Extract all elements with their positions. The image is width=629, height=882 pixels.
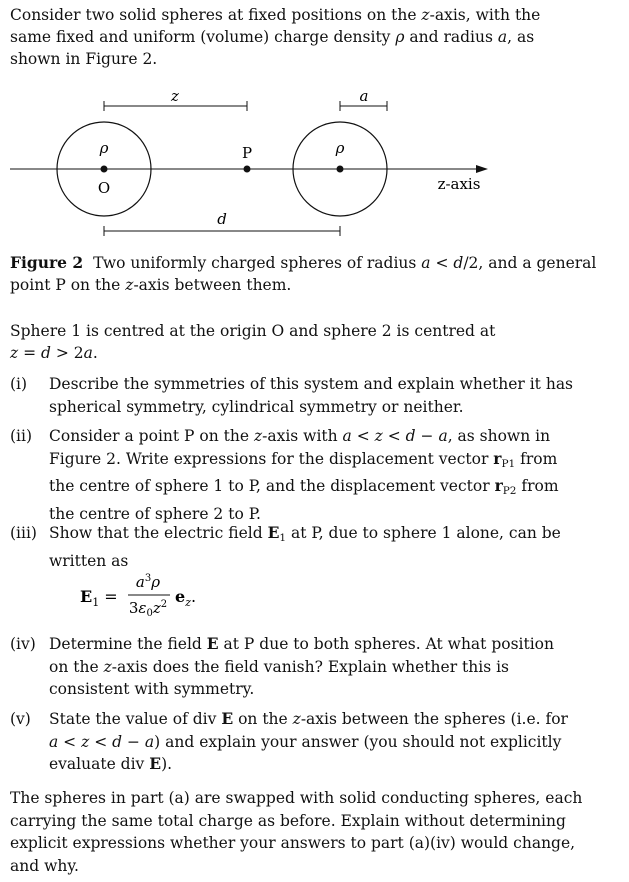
item-ii-line-4: the centre of sphere 2 to P.	[49, 504, 261, 523]
item-iv-line-3: consistent with symmetry.	[49, 680, 255, 698]
intro-line-1: Consider two solid spheres at fixed positions on the z-axis, with the	[10, 6, 541, 24]
z-axis-label: z-axis	[437, 175, 481, 193]
setup-paragraph	[10, 320, 622, 364]
caption-label: Figure 2	[10, 253, 84, 272]
item-ii-line-1: Consider a point P on the z-axis with a < z < d − a, as shown in	[49, 427, 551, 445]
intro-paragraph	[10, 4, 622, 70]
figure-2-diagram	[0, 80, 629, 250]
label-d: d	[217, 210, 227, 228]
z-axis-arrowhead	[476, 165, 488, 173]
origin-label: O	[97, 179, 111, 197]
closing-line-4: and why.	[10, 856, 79, 875]
item-i-line-1: Describe the symmetries of this system and explain whether it has	[49, 375, 574, 393]
closing-line-1: The spheres in part (a) are swapped with solid conducting spheres, each	[10, 789, 583, 807]
sphere-1-centre	[101, 166, 108, 173]
item-iii-line-2: written as	[49, 551, 129, 570]
point-p-label: P	[241, 144, 253, 162]
equation-rhs: $e_z$.	[175, 587, 197, 609]
label-z: z	[171, 87, 179, 105]
rho-1: ρ	[99, 139, 109, 157]
equation-numerator: $a^3\rho$	[135, 573, 161, 591]
item-ii-line-2: Figure 2. Write expressions for the displacement vector $r_{P1}$ from	[49, 448, 558, 470]
item-iv-line-1: Determine the field E at P due to both spheres. At what position	[49, 634, 554, 653]
intro-line-2: same fixed and uniform (volume) charge density ρ and radius a, as	[10, 28, 535, 46]
item-v-line-3: evaluate div E).	[49, 754, 173, 773]
label-a: a	[359, 87, 369, 105]
closing-paragraph	[10, 787, 622, 877]
item-i-label: (i)	[10, 375, 28, 393]
equation-e1	[80, 572, 280, 622]
figure-caption: Figure 2 Two uniformly charged spheres of radius a < d/2, and a general point P on the z-axis between them.	[10, 252, 624, 296]
item-ii-label: (ii)	[10, 427, 33, 445]
item-iv-label: (iv)	[10, 635, 36, 653]
item-v-line-2: a < z < d − a) and explain your answer (you should not explicitly	[49, 732, 562, 751]
equation-denominator: $3\varepsilon_0z^2$	[128, 599, 168, 619]
item-iii-label: (iii)	[10, 524, 37, 542]
item-ii-line-3: the centre of sphere 1 to P, and the displacement vector $r_{P2}$ from	[49, 476, 559, 497]
closing-line-2: carrying the same total charge as before. Explain without determining	[10, 811, 566, 830]
item-v-label: (v)	[10, 710, 31, 728]
item-iii-line-1: Show that the electric field $E_1$ at P, due to sphere 1 alone, can be	[49, 523, 561, 544]
equation-lhs: $E_1$ =	[80, 587, 118, 609]
setup-line-1: Sphere 1 is centred at the origin O and sphere 2 is centred at	[10, 322, 496, 340]
closing-line-3: explicit expressions whether your answers to part (a)(iv) would change,	[10, 834, 576, 852]
item-i-line-2: spherical symmetry, cylindrical symmetry or neither.	[49, 397, 464, 416]
intro-line-3: shown in Figure 2.	[10, 50, 158, 68]
point-p	[244, 166, 251, 173]
rho-2: ρ	[335, 139, 345, 157]
caption-line-2: point P on the z-axis between them.	[10, 276, 292, 294]
item-v-line-1: State the value of div E on the z-axis between the spheres (i.e. for	[49, 709, 568, 728]
item-iv-line-2: on the z-axis does the field vanish? Explain whether this is	[49, 657, 509, 676]
sphere-2-centre	[337, 166, 344, 173]
setup-line-2: z = d > 2a.	[10, 344, 98, 362]
